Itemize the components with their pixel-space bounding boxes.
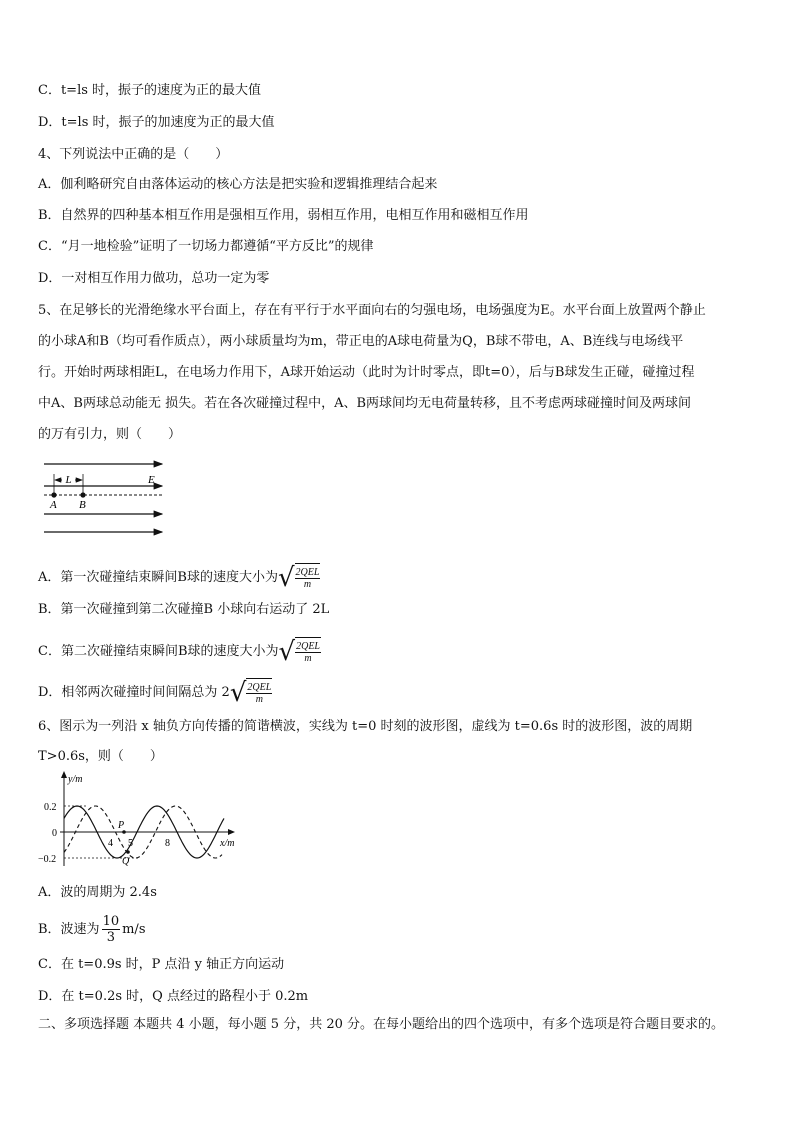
q3-option-c: C．t=ls 时，振子的速度为正的最大值	[38, 83, 262, 98]
label-l: L	[65, 474, 72, 486]
point-q	[126, 850, 130, 854]
q5-option-c-text: C．第二次碰撞结束瞬间B球的速度大小为	[38, 644, 279, 659]
q6-option-d: D．在 t=0.2s 时，Q 点经过的路程小于 0.2m	[38, 989, 309, 1004]
q6-option-b-prefix: B．波速为	[38, 921, 100, 937]
q6-stem-line2: T>0.6s，则（ ）	[38, 749, 163, 764]
q4-option-a: A．伽利略研究自由落体运动的核心方法是把实验和逻辑推理结合起来	[38, 177, 438, 192]
q6-option-c: C．在 t=0.9s 时，P 点沿 y 轴正方向运动	[38, 957, 285, 972]
q6-stem-line1: 6、图示为一列沿 x 轴负方向传播的简谐横波，实线为 t=0 时刻的波形图，虚线为 t=0.6s 时的波形图，波的周期	[38, 719, 693, 734]
electric-field-figure	[40, 456, 170, 536]
q5-option-d	[38, 678, 272, 708]
tick-label-y-pos: 0.2	[44, 802, 57, 813]
ball-a	[51, 492, 56, 497]
q5-option-c	[38, 637, 321, 667]
wave-graph-figure	[38, 768, 248, 868]
fraction-num: 10	[102, 914, 120, 929]
q5-stem-line2: 的小球A和B（均可看作质点），两小球质量均为m，带正电的A球电荷量为Q，B球不带电，A、B连线与电场线平	[38, 334, 684, 349]
label-b: B	[79, 499, 86, 511]
fraction-den: 3	[106, 930, 115, 945]
q5-stem-line3: 行。开始时两球相距L，在电场力作用下，A球开始运动（此时为计时零点，即t=0），后与B球发生正碰，碰撞过程	[38, 365, 695, 380]
q5-stem-line4: 中A、B两球总动能无 损失。若在各次碰撞过程中，A、B两球间均无电荷量转移，且不考虑两球碰撞时间及两球间	[38, 396, 692, 411]
formula-num: 2QEL	[295, 567, 320, 578]
q4-option-c: C．“月一地检验”证明了一切场力都遵循“平方反比”的规律	[38, 239, 374, 254]
x-axis-label: x/m	[220, 838, 235, 849]
formula-num: 2QEL	[247, 682, 272, 693]
q4-stem: 4、下列说法中正确的是（ ）	[38, 147, 229, 162]
q5-option-d-text: D．相邻两次碰撞时间间隔总为 2	[38, 685, 230, 700]
q4-option-b: B．自然界的四种基本相互作用是强相互作用，弱相互作用，电相互作用和磁相互作用	[38, 208, 529, 223]
sqrt-formula: √ $\frac{\text{2QEL}}{m}$	[278, 637, 320, 667]
tick-label-y-neg: −0.2	[38, 854, 57, 865]
label-p: P	[118, 820, 125, 831]
sqrt-formula: √ $\frac{\text{2QEL}}{m}$	[277, 563, 320, 593]
formula-num: 2QEL	[296, 641, 320, 652]
q5-stem-line1: 5、在足够长的光滑绝缘水平台面上，存在有平行于水平面向右的匀强电场，电场强度为E。水平台面上放置两个静止	[38, 303, 706, 318]
label-e: E	[148, 474, 155, 486]
formula-den: m	[255, 694, 263, 705]
tick-label-x-8: 8	[165, 838, 170, 849]
tick-label-x-4: 4	[108, 838, 113, 849]
section-2-heading: 二、多项选择题 本题共 4 小题，每小题 5 分，共 20 分。在每小题给出的四个选项中，有多个选项是符合题目要求的。	[38, 1017, 725, 1032]
q5-stem-line5: 的万有引力，则（ ）	[38, 427, 182, 442]
y-axis-label: y/m	[68, 774, 83, 785]
q5-option-b: B．第一次碰撞到第二次碰撞B 小球向右运动了 2L	[38, 602, 330, 617]
wave-speed-fraction	[102, 914, 121, 945]
label-q: Q	[122, 856, 130, 867]
ball-b	[80, 492, 85, 497]
formula-den: m	[303, 579, 312, 590]
sqrt-formula: √ $\frac{\text{2QEL}}{m}$	[229, 678, 272, 708]
q6-option-b-unit: m/s	[122, 921, 146, 937]
q6-option-b	[38, 914, 146, 945]
q5-option-a	[38, 563, 320, 593]
tick-label-x-5: 5	[128, 838, 133, 849]
formula-den: m	[304, 653, 312, 664]
q3-option-d: D．t=ls 时，振子的加速度为正的最大值	[38, 115, 275, 130]
q5-option-a-text: A．第一次碰撞结束瞬间B球的速度大小为	[38, 570, 278, 585]
tick-label-y-zero: 0	[52, 828, 57, 839]
q6-option-a: A．波的周期为 2.4s	[38, 885, 157, 900]
q4-option-d: D．一对相互作用力做功，总功一定为零	[38, 271, 270, 286]
label-a: A	[50, 499, 57, 511]
